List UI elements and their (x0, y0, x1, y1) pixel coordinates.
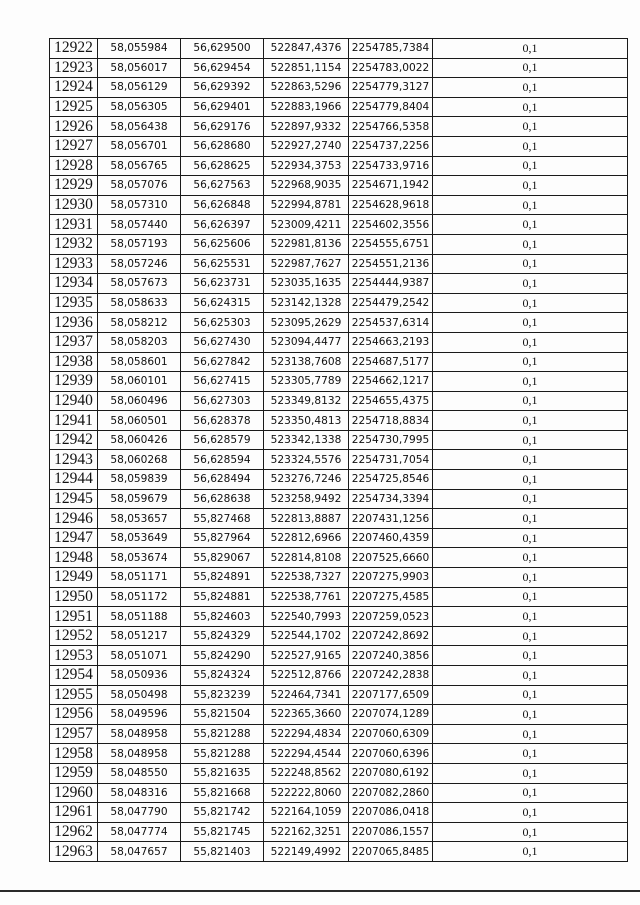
table-row (50, 136, 628, 156)
latitude-cell: 58,048958 (98, 744, 181, 764)
latitude-cell: 58,056017 (98, 58, 181, 78)
y-coordinate-cell: 2254718,8834 (349, 411, 433, 431)
latitude-cell: 58,056765 (98, 156, 181, 176)
x-coordinate-cell: 522512,8766 (264, 666, 349, 686)
value-cell: 0,1 (433, 763, 628, 783)
latitude-cell: 58,056438 (98, 117, 181, 137)
latitude-cell: 58,050498 (98, 685, 181, 705)
latitude-cell: 58,047774 (98, 822, 181, 842)
x-coordinate-cell: 523035,1635 (264, 274, 349, 294)
longitude-cell: 56,625303 (181, 313, 264, 333)
x-coordinate-cell: 522222,8060 (264, 783, 349, 803)
point-number-cell: 12946 (50, 509, 98, 529)
y-coordinate-cell: 2207177,6509 (349, 685, 433, 705)
point-number-cell: 12927 (50, 136, 98, 156)
point-number-cell: 12926 (50, 117, 98, 137)
latitude-cell: 58,051172 (98, 587, 181, 607)
table-row (50, 117, 628, 137)
y-coordinate-cell: 2254537,6314 (349, 313, 433, 333)
longitude-cell: 55,821504 (181, 705, 264, 725)
x-coordinate-cell: 523095,2629 (264, 313, 349, 333)
x-coordinate-cell: 522527,9165 (264, 646, 349, 666)
longitude-cell: 56,627563 (181, 176, 264, 196)
value-cell: 0,1 (433, 352, 628, 372)
longitude-cell: 55,821742 (181, 803, 264, 823)
table-row (50, 705, 628, 725)
value-cell: 0,1 (433, 313, 628, 333)
x-coordinate-cell: 523350,4813 (264, 411, 349, 431)
latitude-cell: 58,057193 (98, 234, 181, 254)
longitude-cell: 56,627303 (181, 391, 264, 411)
y-coordinate-cell: 2254687,5177 (349, 352, 433, 372)
x-coordinate-cell: 522538,7761 (264, 587, 349, 607)
value-cell: 0,1 (433, 215, 628, 235)
value-cell: 0,1 (433, 528, 628, 548)
latitude-cell: 58,059679 (98, 489, 181, 509)
point-number-cell: 12943 (50, 450, 98, 470)
value-cell: 0,1 (433, 822, 628, 842)
value-cell: 0,1 (433, 705, 628, 725)
table-row (50, 254, 628, 274)
page-bottom-rule (0, 890, 640, 892)
point-number-cell: 12952 (50, 626, 98, 646)
value-cell: 0,1 (433, 195, 628, 215)
table-row (50, 234, 628, 254)
point-number-cell: 12938 (50, 352, 98, 372)
x-coordinate-cell: 523142,1328 (264, 293, 349, 313)
longitude-cell: 55,821635 (181, 763, 264, 783)
y-coordinate-cell: 2254551,2136 (349, 254, 433, 274)
y-coordinate-cell: 2207082,2860 (349, 783, 433, 803)
x-coordinate-cell: 522994,8781 (264, 195, 349, 215)
value-cell: 0,1 (433, 803, 628, 823)
latitude-cell: 58,057076 (98, 176, 181, 196)
value-cell: 0,1 (433, 842, 628, 862)
point-number-cell: 12959 (50, 763, 98, 783)
latitude-cell: 58,050936 (98, 666, 181, 686)
latitude-cell: 58,051171 (98, 568, 181, 588)
point-number-cell: 12935 (50, 293, 98, 313)
table-row (50, 176, 628, 196)
latitude-cell: 58,056305 (98, 97, 181, 117)
value-cell: 0,1 (433, 470, 628, 490)
value-cell: 0,1 (433, 724, 628, 744)
x-coordinate-cell: 523138,7608 (264, 352, 349, 372)
value-cell: 0,1 (433, 666, 628, 686)
latitude-cell: 58,056129 (98, 78, 181, 98)
table-row (50, 744, 628, 764)
longitude-cell: 56,623731 (181, 274, 264, 294)
point-number-cell: 12954 (50, 666, 98, 686)
y-coordinate-cell: 2207086,1557 (349, 822, 433, 842)
x-coordinate-cell: 522540,7993 (264, 607, 349, 627)
longitude-cell: 55,821288 (181, 724, 264, 744)
table-row (50, 666, 628, 686)
table-row (50, 783, 628, 803)
value-cell: 0,1 (433, 568, 628, 588)
table-row (50, 822, 628, 842)
latitude-cell: 58,057310 (98, 195, 181, 215)
latitude-cell: 58,060496 (98, 391, 181, 411)
table-row (50, 352, 628, 372)
table-row (50, 763, 628, 783)
y-coordinate-cell: 2207259,0523 (349, 607, 433, 627)
point-number-cell: 12936 (50, 313, 98, 333)
table-row (50, 470, 628, 490)
point-number-cell: 12941 (50, 411, 98, 431)
point-number-cell: 12933 (50, 254, 98, 274)
y-coordinate-cell: 2207275,9903 (349, 568, 433, 588)
x-coordinate-cell: 523305,7789 (264, 372, 349, 392)
longitude-cell: 55,821668 (181, 783, 264, 803)
value-cell: 0,1 (433, 372, 628, 392)
longitude-cell: 56,625606 (181, 234, 264, 254)
table-row (50, 430, 628, 450)
value-cell: 0,1 (433, 293, 628, 313)
point-number-cell: 12937 (50, 332, 98, 352)
latitude-cell: 58,047790 (98, 803, 181, 823)
y-coordinate-cell: 2207065,8485 (349, 842, 433, 862)
x-coordinate-cell: 522897,9332 (264, 117, 349, 137)
x-coordinate-cell: 523094,4477 (264, 332, 349, 352)
longitude-cell: 56,628638 (181, 489, 264, 509)
value-cell: 0,1 (433, 450, 628, 470)
point-number-cell: 12949 (50, 568, 98, 588)
latitude-cell: 58,058212 (98, 313, 181, 333)
table-row (50, 489, 628, 509)
y-coordinate-cell: 2254766,5358 (349, 117, 433, 137)
longitude-cell: 55,824603 (181, 607, 264, 627)
y-coordinate-cell: 2254602,3556 (349, 215, 433, 235)
y-coordinate-cell: 2207060,6396 (349, 744, 433, 764)
point-number-cell: 12934 (50, 274, 98, 294)
y-coordinate-cell: 2254444,9387 (349, 274, 433, 294)
longitude-cell: 55,824329 (181, 626, 264, 646)
value-cell: 0,1 (433, 783, 628, 803)
longitude-cell: 56,627415 (181, 372, 264, 392)
y-coordinate-cell: 2207242,2838 (349, 666, 433, 686)
longitude-cell: 56,624315 (181, 293, 264, 313)
y-coordinate-cell: 2254655,4375 (349, 391, 433, 411)
latitude-cell: 58,048958 (98, 724, 181, 744)
point-number-cell: 12957 (50, 724, 98, 744)
table-row (50, 293, 628, 313)
table-row (50, 215, 628, 235)
latitude-cell: 58,056701 (98, 136, 181, 156)
y-coordinate-cell: 2254479,2542 (349, 293, 433, 313)
latitude-cell: 58,058633 (98, 293, 181, 313)
latitude-cell: 58,053674 (98, 548, 181, 568)
table-row (50, 156, 628, 176)
value-cell: 0,1 (433, 254, 628, 274)
latitude-cell: 58,057440 (98, 215, 181, 235)
latitude-cell: 58,057246 (98, 254, 181, 274)
longitude-cell: 56,626397 (181, 215, 264, 235)
table-row (50, 568, 628, 588)
x-coordinate-cell: 522814,8108 (264, 548, 349, 568)
latitude-cell: 58,060268 (98, 450, 181, 470)
y-coordinate-cell: 2254779,8404 (349, 97, 433, 117)
longitude-cell: 56,629176 (181, 117, 264, 137)
value-cell: 0,1 (433, 685, 628, 705)
x-coordinate-cell: 522863,5296 (264, 78, 349, 98)
latitude-cell: 58,048550 (98, 763, 181, 783)
value-cell: 0,1 (433, 509, 628, 529)
value-cell: 0,1 (433, 626, 628, 646)
point-number-cell: 12929 (50, 176, 98, 196)
point-number-cell: 12956 (50, 705, 98, 725)
point-number-cell: 12925 (50, 97, 98, 117)
y-coordinate-cell: 2207060,6309 (349, 724, 433, 744)
point-number-cell: 12930 (50, 195, 98, 215)
point-number-cell: 12923 (50, 58, 98, 78)
point-number-cell: 12948 (50, 548, 98, 568)
point-number-cell: 12953 (50, 646, 98, 666)
point-number-cell: 12963 (50, 842, 98, 862)
table-row (50, 803, 628, 823)
table-row (50, 685, 628, 705)
x-coordinate-cell: 523324,5576 (264, 450, 349, 470)
table-row (50, 411, 628, 431)
latitude-cell: 58,051188 (98, 607, 181, 627)
longitude-cell: 56,626848 (181, 195, 264, 215)
y-coordinate-cell: 2254779,3127 (349, 78, 433, 98)
latitude-cell: 58,057673 (98, 274, 181, 294)
latitude-cell: 58,060426 (98, 430, 181, 450)
value-cell: 0,1 (433, 548, 628, 568)
y-coordinate-cell: 2254555,6751 (349, 234, 433, 254)
x-coordinate-cell: 522544,1702 (264, 626, 349, 646)
longitude-cell: 55,824891 (181, 568, 264, 588)
point-number-cell: 12931 (50, 215, 98, 235)
value-cell: 0,1 (433, 391, 628, 411)
table-row (50, 313, 628, 333)
point-number-cell: 12962 (50, 822, 98, 842)
x-coordinate-cell: 522847,4376 (264, 39, 349, 59)
latitude-cell: 58,048316 (98, 783, 181, 803)
value-cell: 0,1 (433, 234, 628, 254)
x-coordinate-cell: 522149,4992 (264, 842, 349, 862)
table-row (50, 39, 628, 59)
latitude-cell: 58,060501 (98, 411, 181, 431)
y-coordinate-cell: 2254663,2193 (349, 332, 433, 352)
y-coordinate-cell: 2254671,1942 (349, 176, 433, 196)
value-cell: 0,1 (433, 332, 628, 352)
point-number-cell: 12928 (50, 156, 98, 176)
longitude-cell: 56,629401 (181, 97, 264, 117)
value-cell: 0,1 (433, 136, 628, 156)
table-row (50, 587, 628, 607)
x-coordinate-cell: 522934,3753 (264, 156, 349, 176)
x-coordinate-cell: 523342,1338 (264, 430, 349, 450)
latitude-cell: 58,049596 (98, 705, 181, 725)
longitude-cell: 55,823239 (181, 685, 264, 705)
y-coordinate-cell: 2254725,8546 (349, 470, 433, 490)
x-coordinate-cell: 522981,8136 (264, 234, 349, 254)
point-number-cell: 12947 (50, 528, 98, 548)
longitude-cell: 56,628680 (181, 136, 264, 156)
x-coordinate-cell: 522248,8562 (264, 763, 349, 783)
point-number-cell: 12924 (50, 78, 98, 98)
longitude-cell: 56,628378 (181, 411, 264, 431)
x-coordinate-cell: 522927,2740 (264, 136, 349, 156)
table-row (50, 646, 628, 666)
y-coordinate-cell: 2207431,1256 (349, 509, 433, 529)
table-row (50, 372, 628, 392)
x-coordinate-cell: 523349,8132 (264, 391, 349, 411)
y-coordinate-cell: 2254662,1217 (349, 372, 433, 392)
x-coordinate-cell: 522464,7341 (264, 685, 349, 705)
longitude-cell: 55,824881 (181, 587, 264, 607)
table-row (50, 607, 628, 627)
longitude-cell: 56,628625 (181, 156, 264, 176)
point-number-cell: 12951 (50, 607, 98, 627)
latitude-cell: 58,051217 (98, 626, 181, 646)
value-cell: 0,1 (433, 587, 628, 607)
value-cell: 0,1 (433, 744, 628, 764)
value-cell: 0,1 (433, 58, 628, 78)
y-coordinate-cell: 2254731,7054 (349, 450, 433, 470)
longitude-cell: 55,829067 (181, 548, 264, 568)
x-coordinate-cell: 522294,4834 (264, 724, 349, 744)
value-cell: 0,1 (433, 78, 628, 98)
y-coordinate-cell: 2254734,3394 (349, 489, 433, 509)
point-number-cell: 12950 (50, 587, 98, 607)
x-coordinate-cell: 522813,8887 (264, 509, 349, 529)
x-coordinate-cell: 522538,7327 (264, 568, 349, 588)
x-coordinate-cell: 522883,1966 (264, 97, 349, 117)
point-number-cell: 12939 (50, 372, 98, 392)
y-coordinate-cell: 2254783,0022 (349, 58, 433, 78)
table-row (50, 528, 628, 548)
table-row (50, 724, 628, 744)
x-coordinate-cell: 522812,6966 (264, 528, 349, 548)
value-cell: 0,1 (433, 411, 628, 431)
y-coordinate-cell: 2207525,6660 (349, 548, 433, 568)
y-coordinate-cell: 2254737,2256 (349, 136, 433, 156)
point-number-cell: 12940 (50, 391, 98, 411)
point-number-cell: 12942 (50, 430, 98, 450)
x-coordinate-cell: 522365,3660 (264, 705, 349, 725)
longitude-cell: 56,628494 (181, 470, 264, 490)
value-cell: 0,1 (433, 117, 628, 137)
longitude-cell: 55,821745 (181, 822, 264, 842)
longitude-cell: 55,827964 (181, 528, 264, 548)
y-coordinate-cell: 2207240,3856 (349, 646, 433, 666)
value-cell: 0,1 (433, 176, 628, 196)
x-coordinate-cell: 522968,9035 (264, 176, 349, 196)
longitude-cell: 55,827468 (181, 509, 264, 529)
table-row (50, 548, 628, 568)
coordinates-table-body (50, 39, 628, 862)
table-row (50, 274, 628, 294)
latitude-cell: 58,058203 (98, 332, 181, 352)
longitude-cell: 56,629500 (181, 39, 264, 59)
longitude-cell: 55,821288 (181, 744, 264, 764)
longitude-cell: 56,625531 (181, 254, 264, 274)
coordinates-table (49, 38, 628, 862)
table-row (50, 450, 628, 470)
table-row (50, 509, 628, 529)
y-coordinate-cell: 2207275,4585 (349, 587, 433, 607)
latitude-cell: 58,053649 (98, 528, 181, 548)
point-number-cell: 12932 (50, 234, 98, 254)
x-coordinate-cell: 522987,7627 (264, 254, 349, 274)
value-cell: 0,1 (433, 156, 628, 176)
x-coordinate-cell: 522164,1059 (264, 803, 349, 823)
latitude-cell: 58,051071 (98, 646, 181, 666)
table-row (50, 195, 628, 215)
latitude-cell: 58,053657 (98, 509, 181, 529)
table-row (50, 97, 628, 117)
point-number-cell: 12922 (50, 39, 98, 59)
latitude-cell: 58,058601 (98, 352, 181, 372)
x-coordinate-cell: 522162,3251 (264, 822, 349, 842)
latitude-cell: 58,059839 (98, 470, 181, 490)
y-coordinate-cell: 2254733,9716 (349, 156, 433, 176)
latitude-cell: 58,047657 (98, 842, 181, 862)
longitude-cell: 56,627842 (181, 352, 264, 372)
table-row (50, 332, 628, 352)
longitude-cell: 56,627430 (181, 332, 264, 352)
longitude-cell: 56,629454 (181, 58, 264, 78)
point-number-cell: 12955 (50, 685, 98, 705)
longitude-cell: 55,821403 (181, 842, 264, 862)
y-coordinate-cell: 2207086,0418 (349, 803, 433, 823)
y-coordinate-cell: 2207074,1289 (349, 705, 433, 725)
y-coordinate-cell: 2254628,9618 (349, 195, 433, 215)
point-number-cell: 12961 (50, 803, 98, 823)
point-number-cell: 12958 (50, 744, 98, 764)
value-cell: 0,1 (433, 274, 628, 294)
value-cell: 0,1 (433, 39, 628, 59)
value-cell: 0,1 (433, 607, 628, 627)
y-coordinate-cell: 2207080,6192 (349, 763, 433, 783)
x-coordinate-cell: 522294,4544 (264, 744, 349, 764)
longitude-cell: 55,824324 (181, 666, 264, 686)
table-row (50, 842, 628, 862)
y-coordinate-cell: 2254730,7995 (349, 430, 433, 450)
value-cell: 0,1 (433, 489, 628, 509)
y-coordinate-cell: 2254785,7384 (349, 39, 433, 59)
table-row (50, 626, 628, 646)
longitude-cell: 56,628579 (181, 430, 264, 450)
latitude-cell: 58,060101 (98, 372, 181, 392)
latitude-cell: 58,055984 (98, 39, 181, 59)
y-coordinate-cell: 2207242,8692 (349, 626, 433, 646)
value-cell: 0,1 (433, 430, 628, 450)
x-coordinate-cell: 523009,4211 (264, 215, 349, 235)
y-coordinate-cell: 2207460,4359 (349, 528, 433, 548)
value-cell: 0,1 (433, 97, 628, 117)
point-number-cell: 12944 (50, 470, 98, 490)
point-number-cell: 12960 (50, 783, 98, 803)
longitude-cell: 56,628594 (181, 450, 264, 470)
x-coordinate-cell: 523276,7246 (264, 470, 349, 490)
x-coordinate-cell: 522851,1154 (264, 58, 349, 78)
table-row (50, 391, 628, 411)
table-row (50, 58, 628, 78)
table-row (50, 78, 628, 98)
value-cell: 0,1 (433, 646, 628, 666)
point-number-cell: 12945 (50, 489, 98, 509)
longitude-cell: 55,824290 (181, 646, 264, 666)
x-coordinate-cell: 523258,9492 (264, 489, 349, 509)
longitude-cell: 56,629392 (181, 78, 264, 98)
